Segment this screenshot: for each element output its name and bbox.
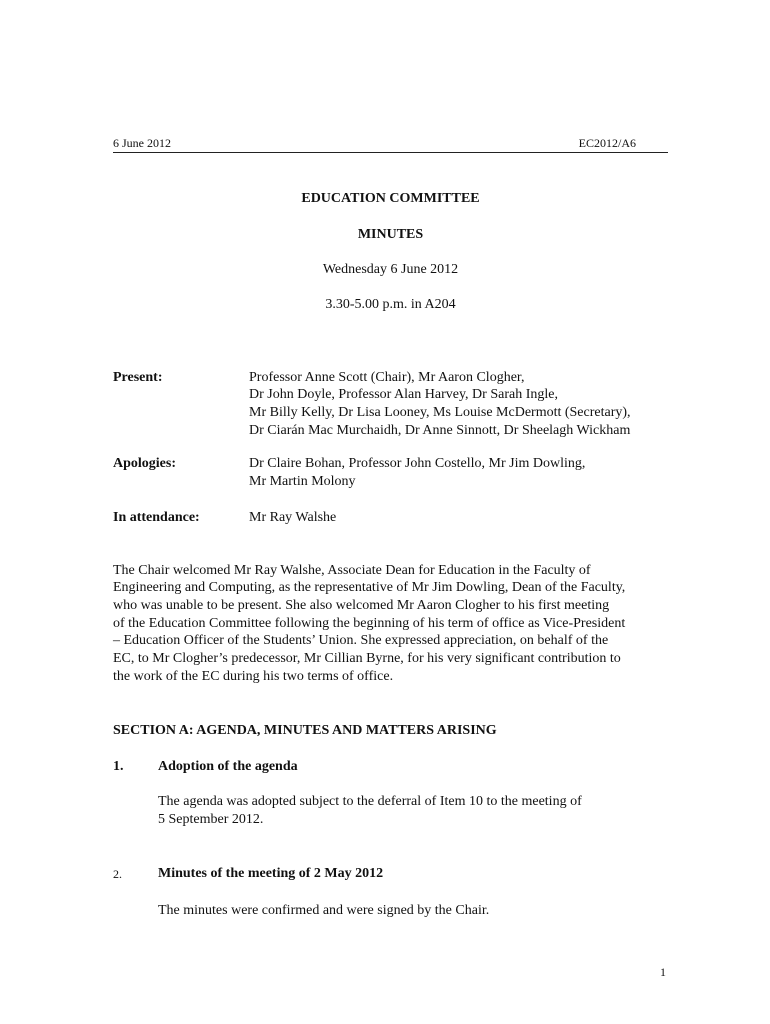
present-line: Professor Anne Scott (Chair), Mr Aaron Clogher, bbox=[249, 370, 525, 385]
item-body-line: 5 September 2012. bbox=[158, 812, 264, 827]
apologies-label: Apologies: bbox=[113, 456, 176, 471]
present-line: Dr John Doyle, Professor Alan Harvey, Dr Sarah Ingle, bbox=[249, 387, 558, 402]
item-body-line: The agenda was adopted subject to the deferral of Item 10 to the meeting of bbox=[158, 794, 582, 809]
item-body-line: The minutes were confirmed and were signed by the Chair. bbox=[158, 903, 490, 918]
item-number: 1. bbox=[113, 759, 124, 774]
meeting-time-place: 3.30-5.00 p.m. in A204 bbox=[325, 297, 456, 312]
in-attendance-label: In attendance: bbox=[113, 510, 200, 525]
apologies-line: Dr Claire Bohan, Professor John Costello, Mr Jim Dowling, bbox=[249, 456, 586, 471]
item-title: Adoption of the agenda bbox=[158, 759, 298, 774]
welcome-line: who was unable to be present. She also welcomed Mr Aaron Clogher to his first meeting bbox=[113, 598, 610, 613]
page-number: 1 bbox=[660, 965, 666, 979]
item-title: Minutes of the meeting of 2 May 2012 bbox=[158, 866, 384, 881]
welcome-line: The Chair welcomed Mr Ray Walshe, Associate Dean for Education in the Faculty of bbox=[113, 563, 591, 578]
welcome-line: the work of the EC during his two terms of office. bbox=[113, 669, 394, 684]
document-type: MINUTES bbox=[357, 227, 424, 242]
in-attendance-value: Mr Ray Walshe bbox=[249, 510, 337, 525]
present-line: Mr Billy Kelly, Dr Lisa Looney, Ms Louise McDermott (Secretary), bbox=[249, 405, 631, 420]
welcome-line: Engineering and Computing, as the representative of Mr Jim Dowling, Dean of the Faculty, bbox=[113, 580, 626, 595]
item-number: 2. bbox=[113, 867, 122, 881]
apologies-line: Mr Martin Molony bbox=[249, 474, 356, 489]
welcome-line: of the Education Committee following the beginning of his term of office as Vice-President bbox=[113, 616, 626, 631]
present-label: Present: bbox=[113, 370, 163, 385]
present-line: Dr Ciarán Mac Murchaidh, Dr Anne Sinnott, Dr Sheelagh Wickham bbox=[249, 423, 631, 438]
committee-title: EDUCATION COMMITTEE bbox=[301, 191, 480, 206]
welcome-line: – Education Officer of the Students’ Union. She expressed appreciation, on behalf of the bbox=[113, 633, 609, 648]
meeting-date: Wednesday 6 June 2012 bbox=[322, 262, 459, 277]
welcome-line: EC, to Mr Clogher’s predecessor, Mr Cillian Byrne, for his very significant contribution to bbox=[113, 651, 621, 666]
header-date: 6 June 2012 bbox=[113, 136, 171, 150]
document-header bbox=[113, 136, 668, 153]
header-reference: EC2012/A6 bbox=[578, 136, 636, 150]
section-a-heading: SECTION A: AGENDA, MINUTES AND MATTERS ARISING bbox=[113, 723, 497, 738]
